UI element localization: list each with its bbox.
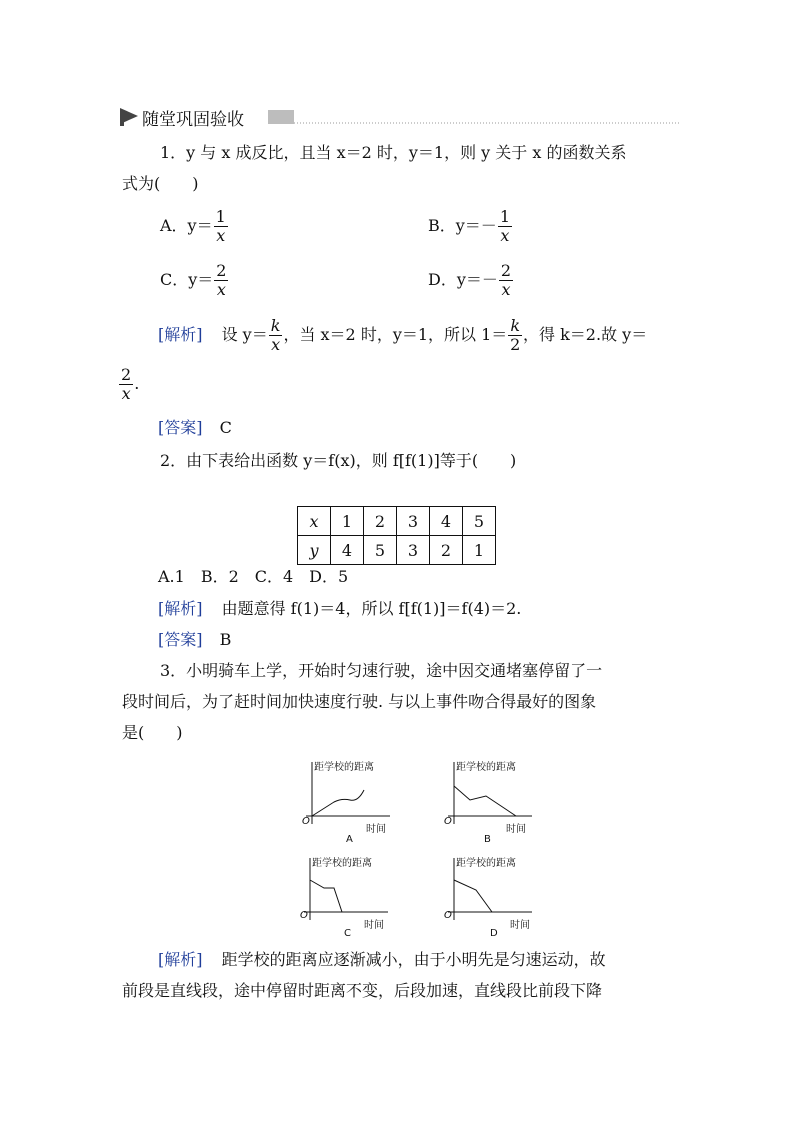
analysis-label: [解析] [158,325,203,344]
option-label: C．y＝ [160,270,214,289]
q1-option-c [160,262,229,299]
graph-xlabel: 时间 [366,824,386,835]
graph-origin: O [444,910,452,921]
answer-value: B [219,630,232,649]
graph-b [440,756,540,848]
q1-option-d [428,262,514,299]
q3-analysis-cont: 前段是直线段，途中停留时距离不变，后段加速，直线段比前段下降 [122,981,603,1000]
graph-origin: O [444,816,452,827]
graph-a [298,756,398,848]
graph-caption: A [346,834,353,845]
q3-stem-line1: 3．小明骑车上学，开始时匀速行驶，途中因交通堵塞停留了一 [160,661,603,680]
q1-stem-line2: 式为( ) [122,174,199,193]
q2-analysis: [解析] 由题意得 f(1)＝4，所以 f[f(1)]＝f(4)＝2. [158,599,522,618]
option-label: A．y＝ [160,216,213,235]
fraction: $\frac{k}{x}$ [270,316,281,354]
graph-caption: D [490,928,498,939]
option-label: D．y＝－ [428,270,498,289]
graph-origin: O [300,910,308,921]
fraction: $\frac{1}{x}$ [499,207,510,245]
fraction: $\frac{k}{2}$ [510,316,521,354]
fraction: $\frac{2}{x}$ [500,261,512,299]
answer-value: C [219,418,232,437]
fraction: $\frac{2}{x}$ [216,261,227,299]
table-row: y 4 5 3 2 1 [298,536,496,565]
answer-label: [答案] [158,630,203,649]
fraction: $\frac{2}{x}$ [121,365,132,403]
q1-option-b [428,208,513,245]
graph-ylabel: 距学校的距离 [456,762,516,773]
graph-caption: B [484,834,491,845]
q3-stem-line3: 是( ) [122,723,183,742]
graph-ylabel: 距学校的距离 [314,762,374,773]
q3-analysis: [解析] 距学校的距离应逐渐减小，由于小明先是匀速运动，故 [158,950,606,969]
q1-option-a [160,208,229,245]
q1-analysis: [解析] 设 y＝ $\frac{k}{x}$ ，当 x＝2 时，y＝1，所以 1＝ $\frac{k}{2}$ ，得 k＝2.故 y＝ [158,316,648,354]
answer-label: [答案] [158,418,203,437]
graph-ylabel: 距学校的距离 [312,858,372,869]
section-title: 随堂巩固验收 [142,110,244,130]
table-row: x 1 2 3 4 5 [298,507,496,536]
analysis-label: [解析] [158,950,203,969]
q2-answer [158,630,231,650]
graph-xlabel: 时间 [364,920,384,931]
q1-answer [158,418,232,438]
graph-ylabel: 距学校的距离 [456,858,516,869]
q1-analysis-cont: $\frac{2}{x}$ . [121,365,140,403]
q2-options: A.1 B．2 C．4 D．5 [158,567,349,586]
analysis-label: [解析] [158,599,203,618]
graph-caption: C [344,928,351,939]
graph-origin: O [302,816,310,827]
graph-d [440,852,540,942]
graph-xlabel: 时间 [506,824,526,835]
graph-xlabel: 时间 [510,920,530,931]
function-table [297,506,496,565]
option-label: B．y＝－ [428,216,497,235]
q3-stem-line2: 段时间后，为了赶时间加快速度行驶. 与以上事件吻合得最好的图象 [122,692,597,711]
graph-c [296,852,396,942]
section-header [118,104,682,128]
fraction: $\frac{1}{x}$ [215,207,226,245]
q2-stem: 2．由下表给出函数 y＝f(x)，则 f[f(1)]等于( ) [160,451,517,470]
q1-stem-line1: 1．y 与 x 成反比，且当 x＝2 时，y＝1，则 y 关于 x 的函数关系 [160,143,627,162]
